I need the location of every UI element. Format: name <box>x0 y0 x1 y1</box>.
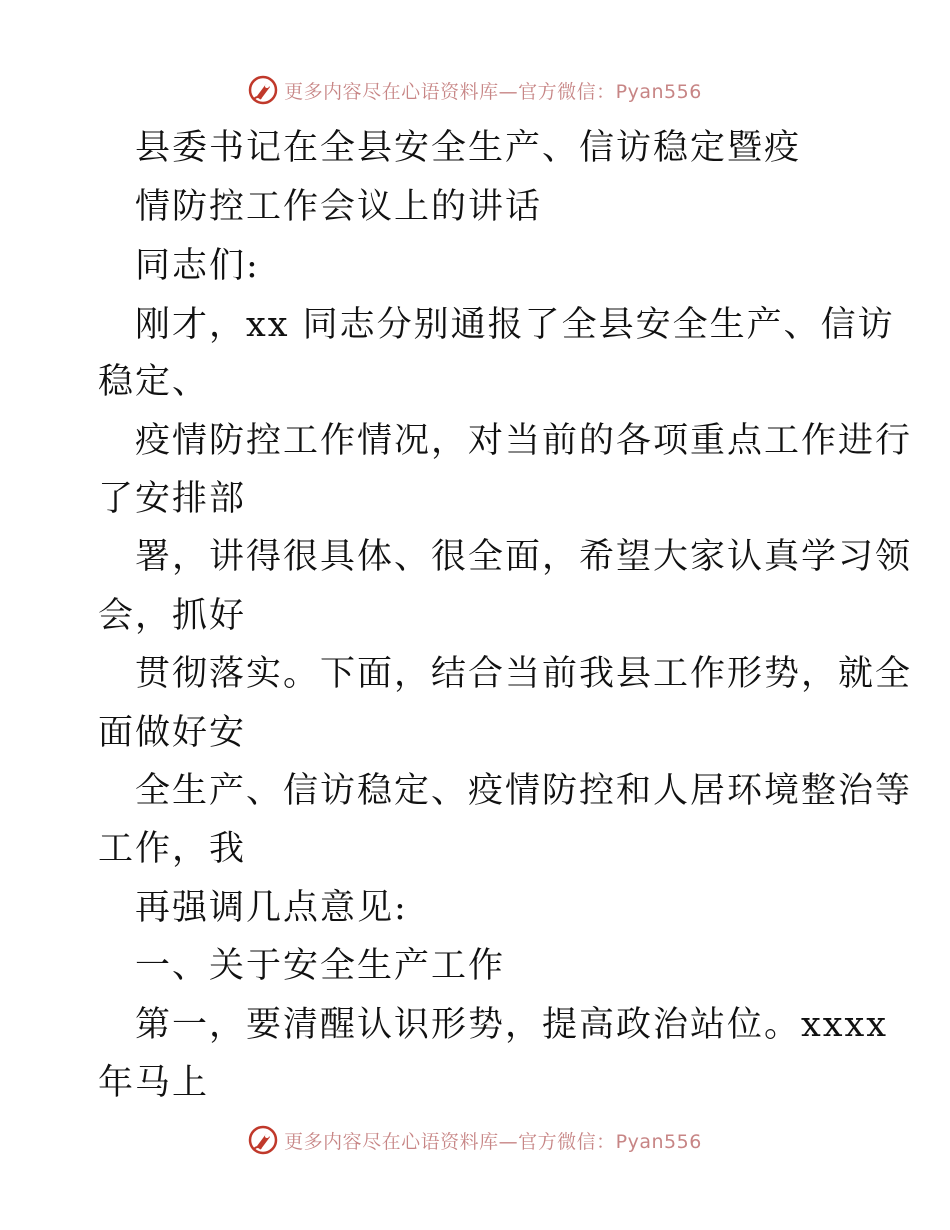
paragraph-line: 会，抓好 <box>98 596 247 636</box>
paragraph-line: 面做好安 <box>98 713 247 753</box>
paragraph-line: 了安排部 <box>98 479 247 519</box>
document-title-line-1: 县委书记在全县安全生产、信访稳定暨疫 <box>135 128 802 168</box>
watermark-text: 更多内容尽在心语资料库—官方微信：Pyan556 <box>284 1130 702 1153</box>
paragraph-line: 工作，我 <box>98 829 247 869</box>
paragraph-line: 贯彻落实。下面，结合当前我县工作形势，就全 <box>135 654 913 694</box>
paragraph-line: 刚才，xx 同志分别通报了全县安全生产、信访 <box>135 305 895 345</box>
section-heading: 一、关于安全生产工作 <box>135 946 506 986</box>
watermark-text: 更多内容尽在心语资料库—官方微信：Pyan556 <box>284 80 702 103</box>
paragraph-line: 稳定、 <box>98 362 210 402</box>
paragraph-line: 年马上 <box>98 1063 210 1103</box>
pen-nib-logo-icon <box>248 1125 278 1155</box>
paragraph-line: 全生产、信访稳定、疫情防控和人居环境整治等 <box>135 771 913 811</box>
paragraph-line: 署，讲得很具体、很全面，希望大家认真学习领 <box>135 537 913 577</box>
paragraph-line: 第一，要清醒认识形势，提高政治站位。xxxx <box>135 1005 888 1045</box>
paragraph-line: 同志们: <box>135 246 260 286</box>
footer-watermark-banner <box>0 1120 950 1160</box>
paragraph-line: 疫情防控工作情况，对当前的各项重点工作进行 <box>135 421 913 461</box>
document-title-line-2: 情防控工作会议上的讲话 <box>135 187 543 227</box>
paragraph-line: 再强调几点意见: <box>135 888 408 928</box>
